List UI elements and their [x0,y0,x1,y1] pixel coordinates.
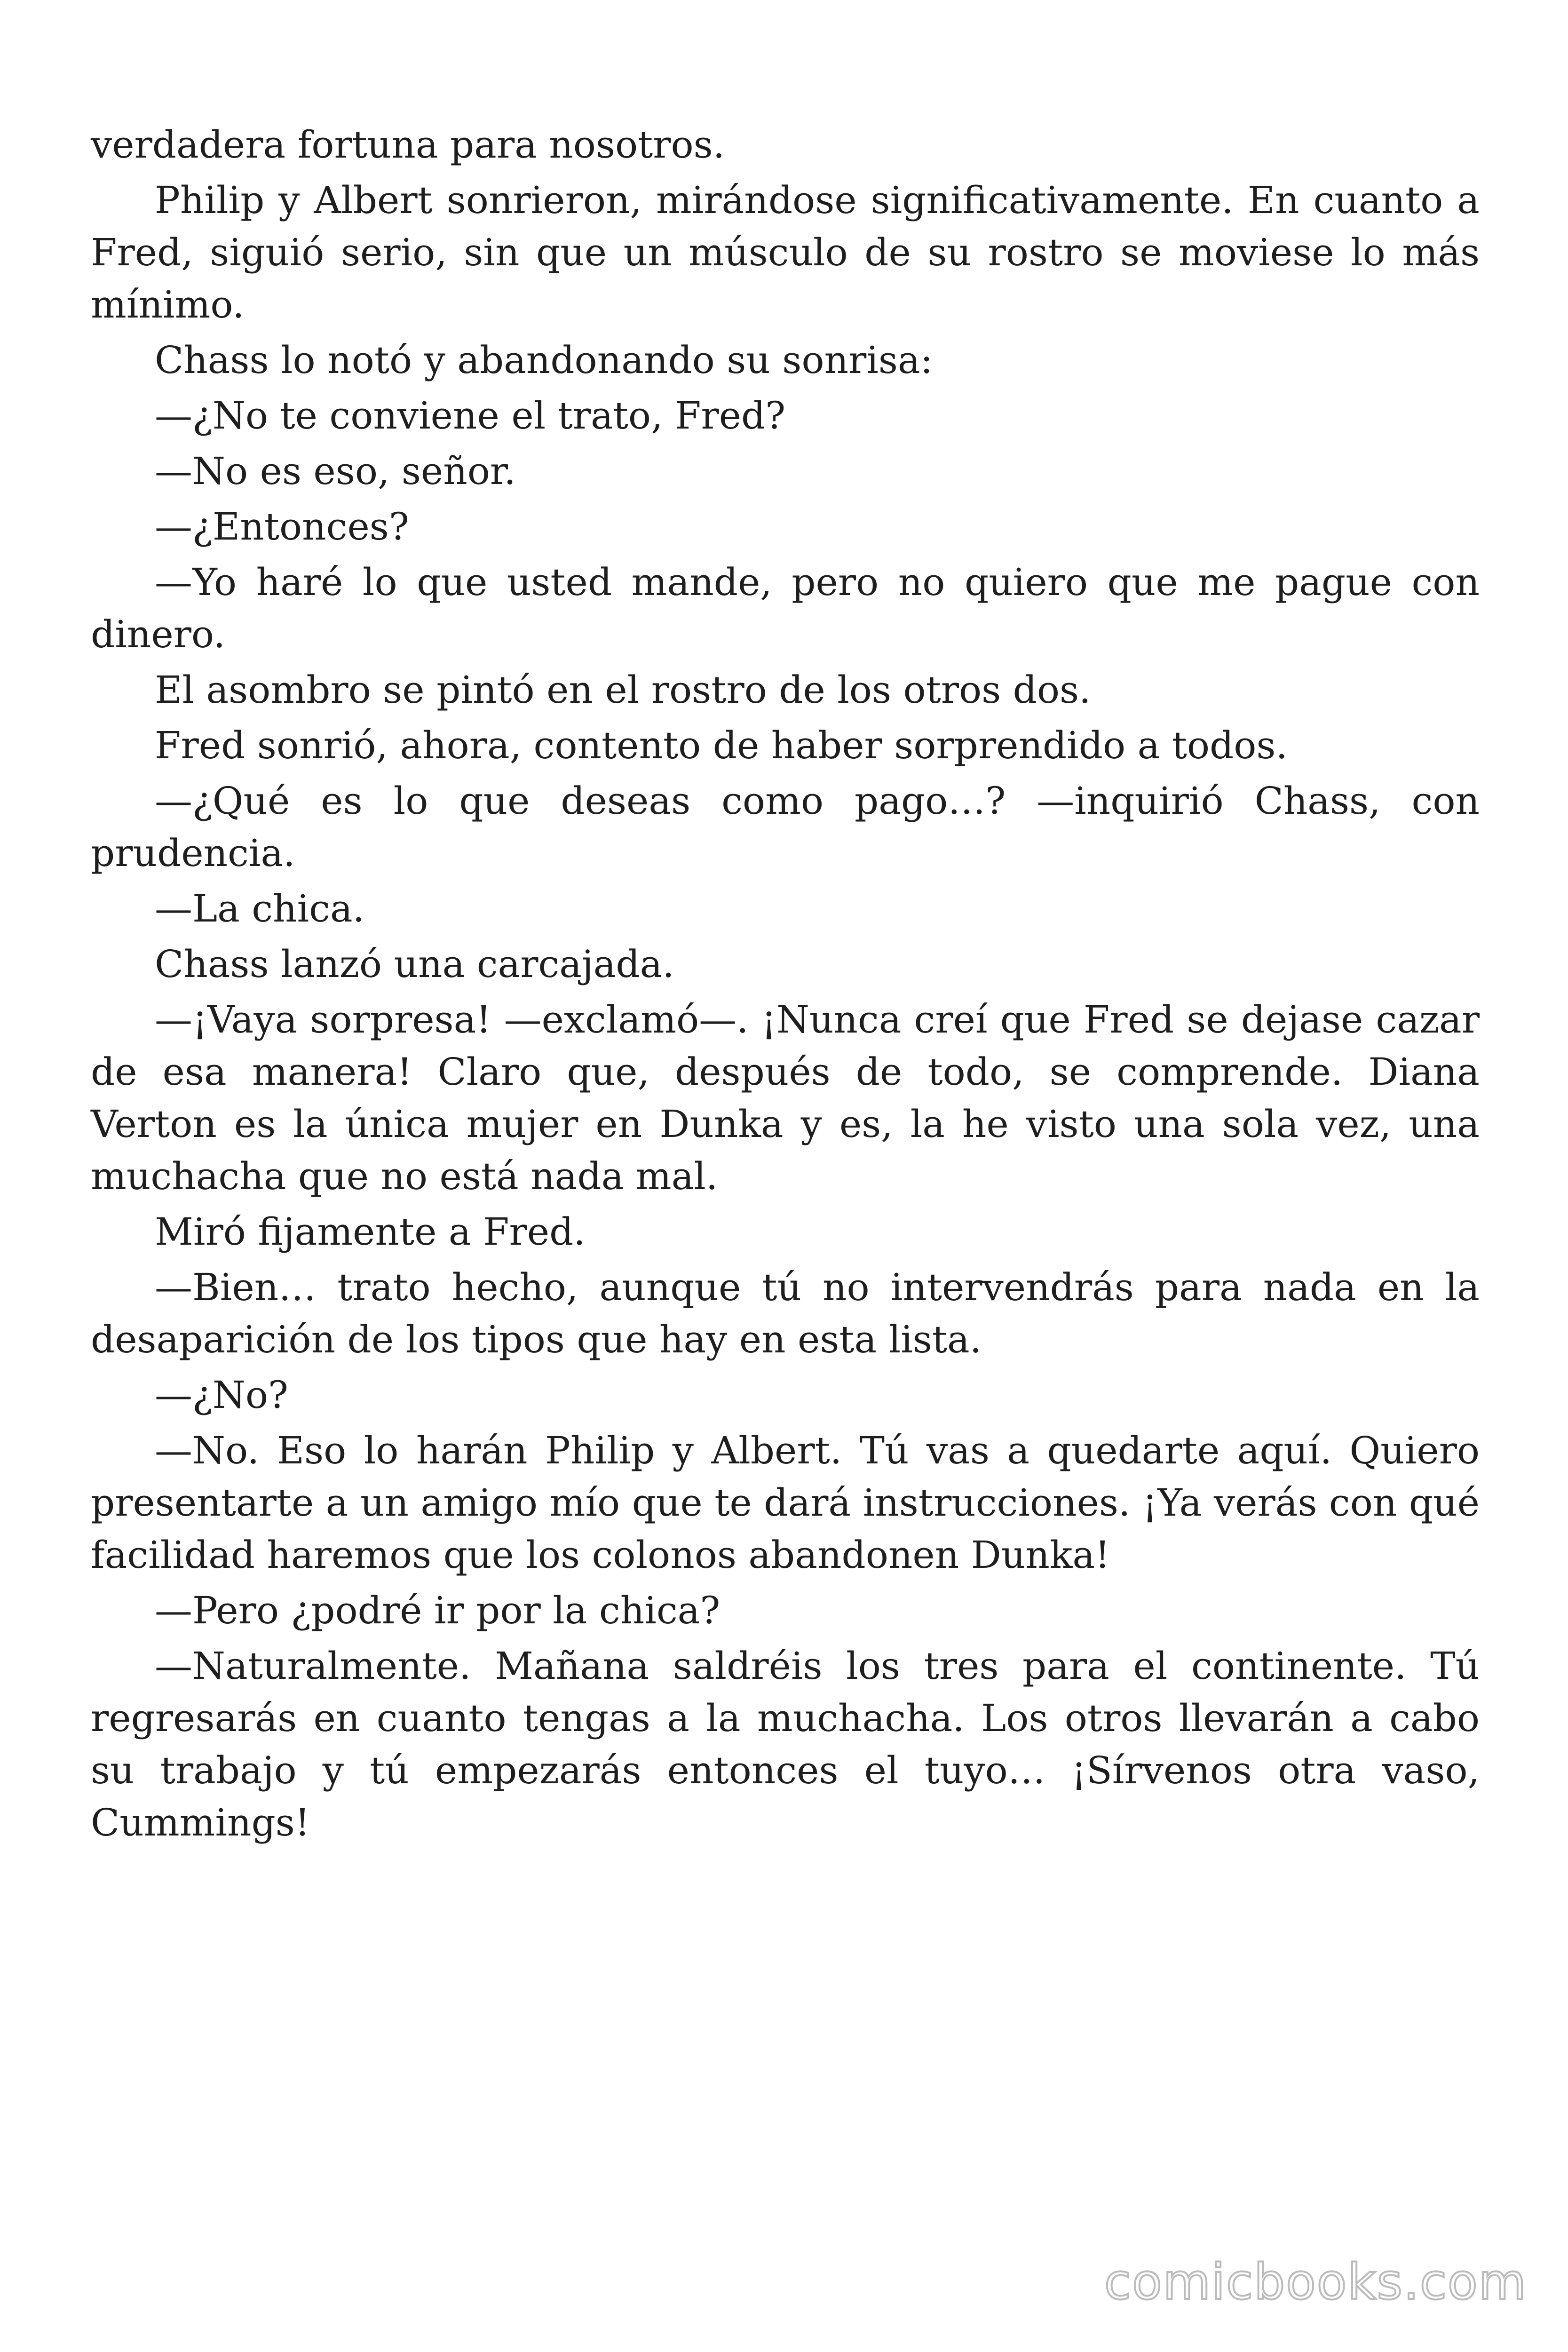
dialogue-line: —No es eso, señor. [155,449,516,493]
paragraph: Fred sonrió, ahora, contento de haber sorprendido a todos. [155,723,1288,767]
body-text [91,119,1480,1852]
dialogue-line: —Bien… trato hecho, aunque tú no intervendrás para nada en la desaparición de los tipos que hay en esta lista. [91,1265,1480,1361]
dialogue-line: —¿Entonces? [155,505,409,548]
paragraph: Chass lanzó una carcajada. [155,942,674,986]
paragraph-continuation: verdadera fortuna para nosotros. [91,123,725,167]
dialogue-line: —La chica. [155,887,365,930]
dialogue-line: —No. Eso lo harán Philip y Albert. Tú vas a quedarte aquí. Quiero presentarte a un amigo mío que te dará instrucciones. ¡Ya verás con qué facilidad haremos que los colonos abandonen Dunka! [91,1429,1480,1577]
paragraph: El asombro se pintó en el rostro de los otros dos. [155,668,1091,712]
dialogue-line: —¿No te conviene el trato, Fred? [155,394,786,437]
paragraph: Miró fijamente a Fred. [155,1210,586,1254]
paragraph: Chass lo notó y abandonando su sonrisa: [155,338,933,382]
watermark-logo: comicbooks.com [1104,2253,1527,2311]
dialogue-line: —Naturalmente. Mañana saldréis los tres para el continente. Tú regresarás en cuanto tengas a la muchacha. Los otros llevarán a cabo su trabajo y tú empezarás entonces el tuyo… ¡Sírvenos otra vaso, Cummings! [91,1644,1480,1844]
dialogue-line: —¿Qué es lo que deseas como pago…? —inquirió Chass, con prudencia. [91,779,1480,875]
dialogue-line: —Pero ¿podré ir por la chica? [155,1589,721,1632]
paragraph: Philip y Albert sonrieron, mirándose significativamente. En cuanto a Fred, siguió serio, sin que un músculo de su rostro se moviese lo más mínimo. [91,178,1480,326]
dialogue-line: —¿No? [155,1373,288,1417]
dialogue-line: —¡Vaya sorpresa! —exclamó—. ¡Nunca creí que Fred se dejase cazar de esa manera! Claro que, después de todo, se comprende. Diana Verton es la única mujer en Dunka y es, la he visto una sola vez, una muchacha que no está nada mal. [91,998,1480,1198]
dialogue-line: —Yo haré lo que usted mande, pero no quiero que me pague con dinero. [91,560,1480,656]
